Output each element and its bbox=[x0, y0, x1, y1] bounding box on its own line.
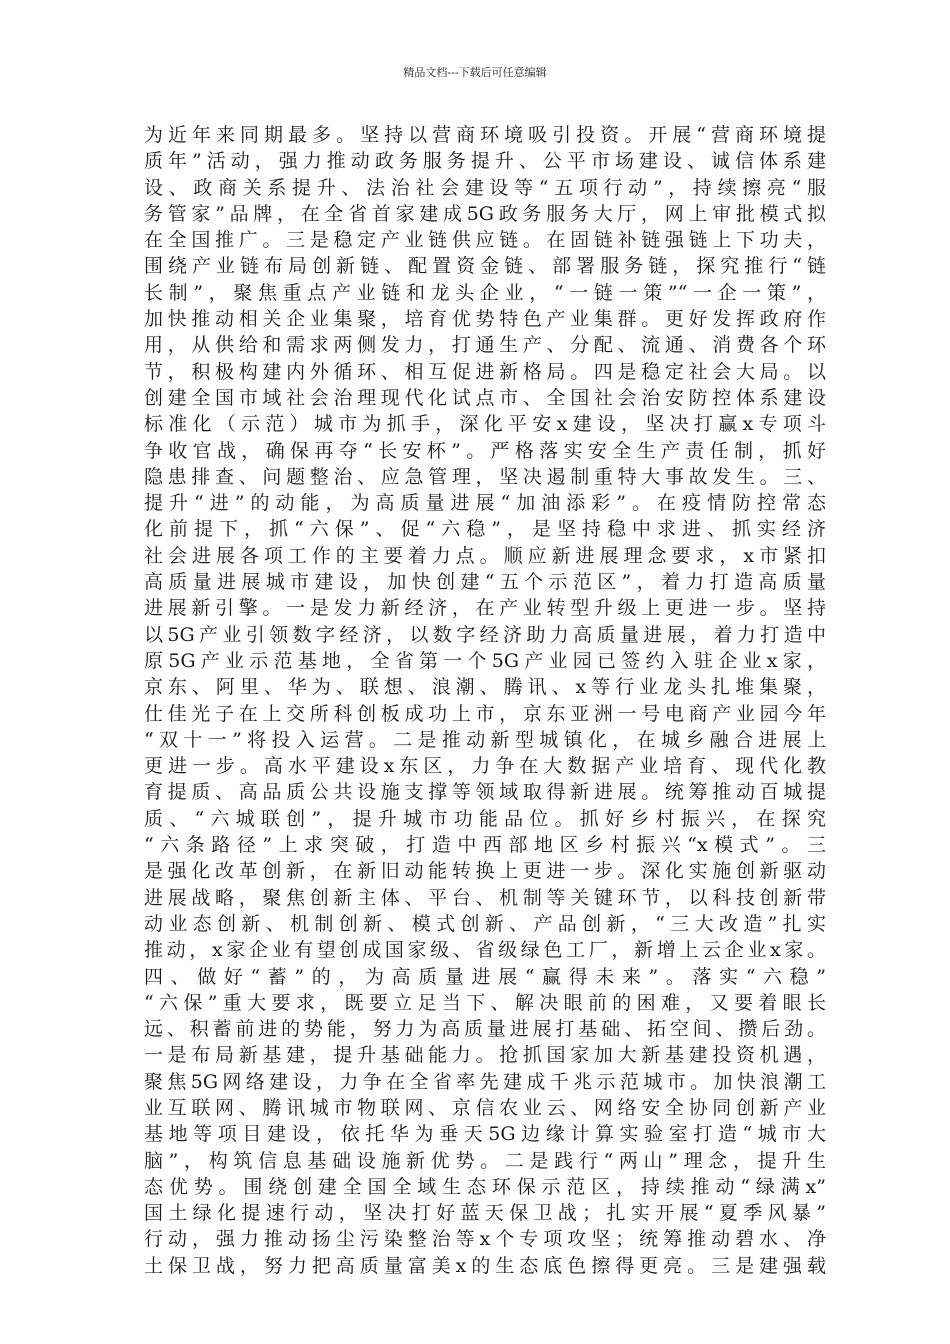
text-line: 态优势。围绕创建全国全域生态环保示范区，持续推动“绿满x” bbox=[144, 1175, 826, 1198]
text-line: 质年”活动，强力推动政务服务提升、公平市场建设、诚信体系建 bbox=[144, 150, 826, 173]
text-line: 行动，强力推动扬尘污染整治等x个专项攻坚；统筹推动碧水、净 bbox=[144, 1228, 826, 1251]
text-line: 脑”，构筑信息基础设施新优势。二是践行“两山”理念，提升生 bbox=[144, 1149, 826, 1172]
text-line: 进展战略，聚焦创新主体、平台、机制等关键环节，以科技创新带 bbox=[144, 886, 826, 909]
page-header: 精品文档---下载后可任意编辑 bbox=[403, 66, 547, 79]
text-line: 业互联网、腾讯城市物联网、京信农业云、网络安全协同创新产业 bbox=[144, 1096, 826, 1119]
text-line: 一是布局新基建，提升基础能力。抢抓国家加大新基建投资机遇， bbox=[144, 1044, 826, 1067]
text-line: “双十一”将投入运营。二是推动新型城镇化，在城乡融合进展上 bbox=[144, 728, 826, 751]
text-line: 进展新引擎。一是发力新经济，在产业转型升级上更进一步。坚持 bbox=[144, 597, 826, 620]
text-line: 围绕产业链布局创新链、配置资金链、部署服务链，探究推行“链 bbox=[144, 255, 826, 278]
text-line: 推动，x家企业有望创成国家级、省级绿色工厂，新增上云企业x家。 bbox=[144, 939, 826, 962]
text-line: 聚焦5G网络建设，力争在全省率先建成千兆示范城市。加快浪潮工 bbox=[144, 1070, 826, 1093]
text-line: 基地等项目建设，依托华为垂天5G边缘计算实验室打造“城市大 bbox=[144, 1123, 826, 1146]
text-line: 是强化改革创新，在新旧动能转换上更进一步。深化实施创新驱动 bbox=[144, 860, 826, 883]
text-line: 远、积蓄前进的势能，努力为高质量进展打基础、拓空间、攒后劲。 bbox=[144, 1018, 826, 1041]
text-line: 以5G产业引领数字经济，以数字经济助力高质量进展，着力打造中 bbox=[144, 623, 826, 646]
text-line: 质、“六城联创”，提升城市功能品位。抓好乡村振兴，在探究 bbox=[144, 807, 826, 830]
text-line: 仕佳光子在上交所科创板成功上市，京东亚洲一号电商产业园今年 bbox=[144, 702, 826, 725]
text-line: “六保”重大要求，既要立足当下、解决眼前的困难，又要着眼长 bbox=[144, 991, 826, 1014]
text-line: 四、做好“蓄”的，为高质量进展“赢得未来”。落实“六稳” bbox=[144, 965, 826, 988]
text-line: 长制”，聚焦重点产业链和龙头企业，“一链一策”“一企一策”， bbox=[144, 281, 826, 304]
text-line: 用，从供给和需求两侧发力，打通生产、分配、流通、消费各个环 bbox=[144, 334, 826, 357]
text-line: 国土绿化提速行动，坚决打好蓝天保卫战；扎实开展“夏季风暴” bbox=[144, 1202, 826, 1225]
body-paragraph bbox=[144, 122, 826, 1279]
text-line: 节，积极构建内外循环、相互促进新格局。四是稳定社会大局。以 bbox=[144, 360, 826, 383]
text-line: 京东、阿里、华为、联想、浪潮、腾讯、x等行业龙头扎堆集聚， bbox=[144, 676, 826, 699]
text-line: 隐患排查、问题整治、应急管理，坚决遏制重特大事故发生。三、 bbox=[144, 465, 826, 488]
text-line: 社会进展各项工作的主要着力点。顺应新进展理念要求，x市紧扣 bbox=[144, 544, 826, 567]
text-line: 土保卫战，努力把高质量富美x的生态底色擦得更亮。三是建强载 bbox=[144, 1254, 826, 1277]
text-line: 争收官战，确保再夺“长安杯”。严格落实安全生产责任制，抓好 bbox=[144, 439, 826, 462]
text-line: 原5G产业示范基地，全省第一个5G产业园已签约入驻企业x家， bbox=[144, 649, 826, 672]
text-line: 育提质、高品质公共设施支撑等领域取得新进展。统筹推动百城提 bbox=[144, 781, 826, 804]
text-line: 动业态创新、机制创新、模式创新、产品创新，“三大改造”扎实 bbox=[144, 912, 826, 935]
text-line: 加快推动相关企业集聚，培育优势特色产业集群。更好发挥政府作 bbox=[144, 308, 826, 331]
text-line: 务管家”品牌，在全省首家建成5G政务服务大厅，网上审批模式拟 bbox=[144, 202, 826, 225]
text-line: 化前提下，抓“六保”、促“六稳”，是坚持稳中求进、抓实经济 bbox=[144, 518, 826, 541]
text-line: “六条路径”上求突破，打造中西部地区乡村振兴“x模式”。三 bbox=[144, 834, 826, 857]
text-line: 在全国推广。三是稳定产业链供应链。在固链补链强链上下功夫， bbox=[144, 229, 826, 252]
text-line: 高质量进展城市建设，加快创建“五个示范区”，着力打造高质量 bbox=[144, 571, 826, 594]
text-line: 设、政商关系提升、法治社会建设等“五项行动”，持续擦亮“服 bbox=[144, 176, 826, 199]
text-line: 标准化（示范）城市为抓手，深化平安x建设，坚决打赢x专项斗 bbox=[144, 413, 826, 436]
text-line: 更进一步。高水平建设x东区，力争在大数据产业培育、现代化教 bbox=[144, 755, 826, 778]
text-line: 创建全国市域社会治理现代化试点市、全国社会治安防控体系建设 bbox=[144, 386, 826, 409]
text-line: 提升“进”的动能，为高质量进展“加油添彩”。在疫情防控常态 bbox=[144, 492, 826, 515]
text-line: 为近年来同期最多。坚持以营商环境吸引投资。开展“营商环境提 bbox=[144, 124, 826, 146]
